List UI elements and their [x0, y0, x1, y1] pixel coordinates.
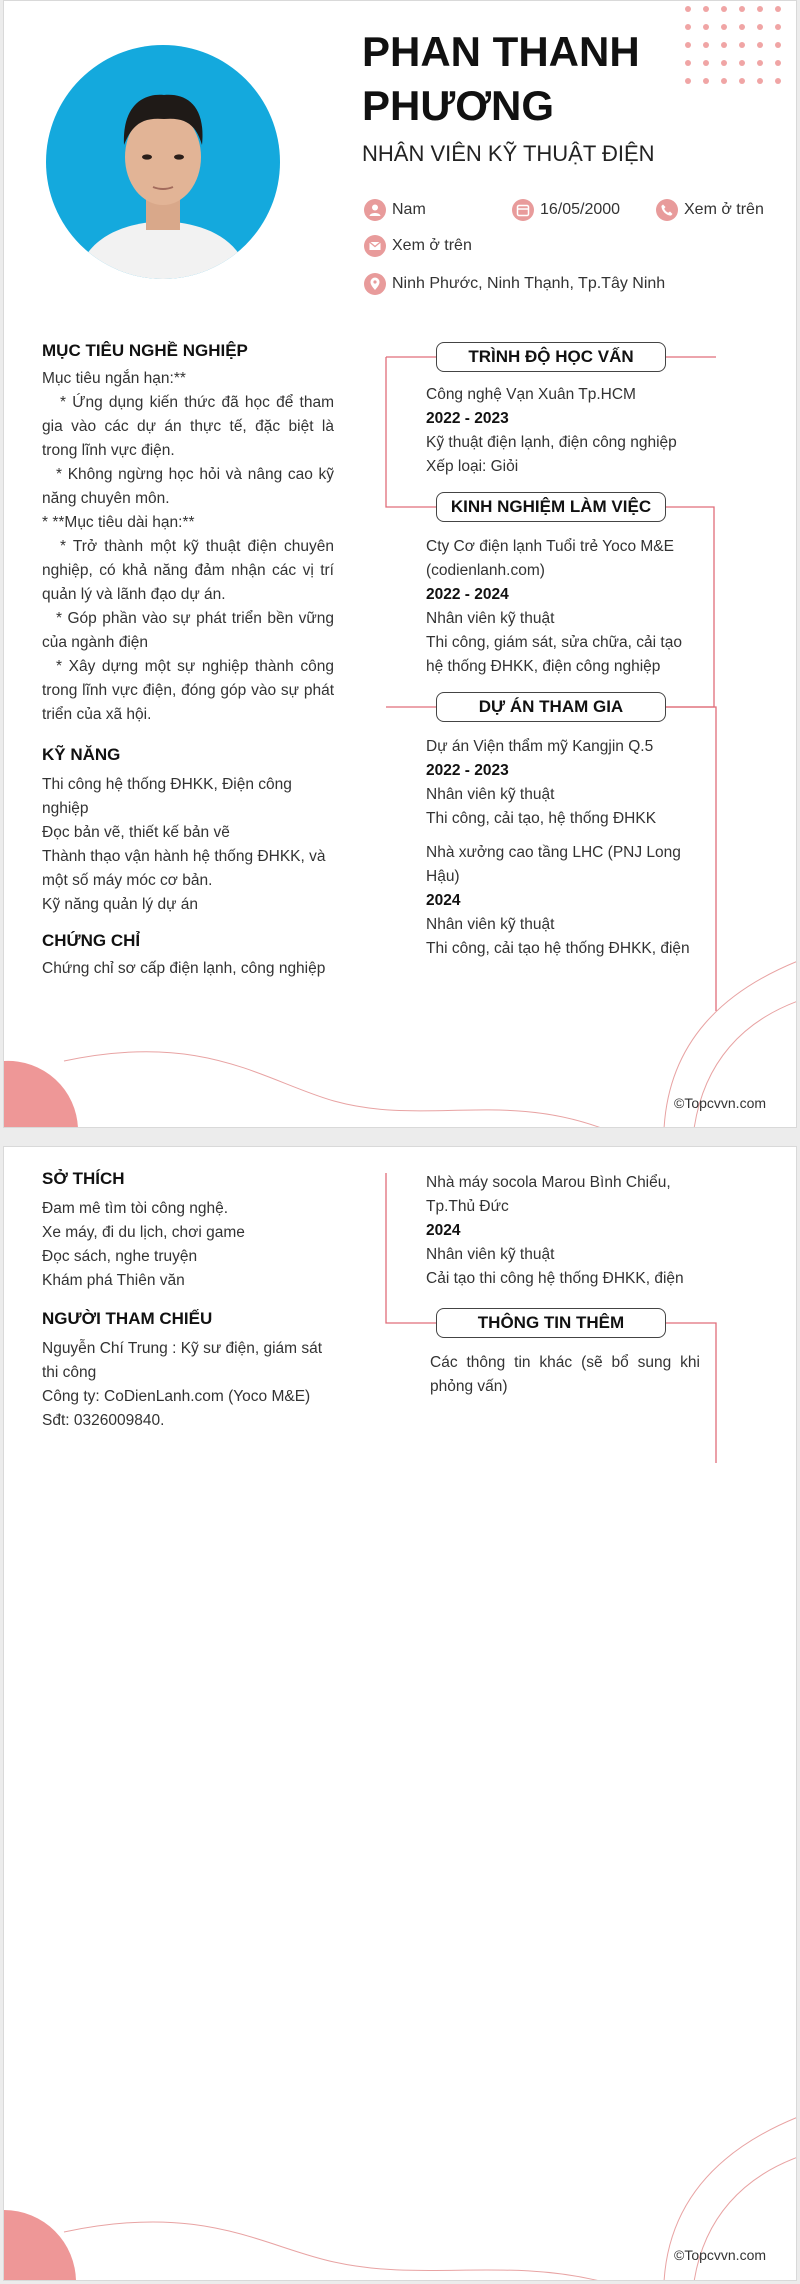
references-heading: NGƯỜI THAM CHIẾU: [42, 1309, 213, 1328]
list-item: Khám phá Thiên văn: [42, 1272, 185, 1289]
projects-heading: DỰ ÁN THAM GIA: [436, 692, 666, 722]
references-block: Nguyễn Chí Trung : Kỹ sư điện, giám sát thi công Công ty: CoDienLanh.com (Yoco M&E) Sđt: 0326009840.: [42, 1340, 323, 1429]
certificates-heading: CHỨNG CHỈ: [42, 931, 141, 950]
list-item: Thành thạo vận hành hệ thống ĐHKK, và một số máy móc cơ bản.: [42, 848, 326, 889]
copyright: ©Topcvvn.com: [674, 1095, 767, 1111]
more-info-heading: THÔNG TIN THÊM: [436, 1308, 666, 1338]
experience-block: Cty Cơ điện lạnh Tuổi trẻ Yoco M&E (codienlanh.com) 2022 - 2024 Nhân viên kỹ thuật Thi công, giám sát, sửa chữa, cải tạo hệ thống ĐHKK, điện công nghiệp: [426, 538, 682, 675]
list-item: Kỹ năng quản lý dự án: [42, 896, 199, 913]
certificates-text: Chứng chỉ sơ cấp điện lạnh, công nghiệp: [42, 960, 326, 977]
left-column: [42, 341, 334, 981]
experience-heading: KINH NGHIỆM LÀM VIỆC: [436, 492, 666, 522]
list-item: Xe máy, đi du lịch, chơi game: [42, 1224, 245, 1241]
decor-dot: [703, 6, 709, 12]
project3-block: Nhà máy socola Marou Bình Chiểu, Tp.Thủ Đức 2024 Nhân viên kỹ thuật Cải tạo thi công hệ thống ĐHKK, điện: [426, 1174, 684, 1287]
education-block: Công nghệ Vạn Xuân Tp.HCM 2022 - 2023 Kỹ thuật điện lạnh, điện công nghiệp Xếp loại: Giỏi: [426, 386, 677, 475]
education-heading: TRÌNH ĐỘ HỌC VẤN: [436, 342, 666, 372]
objective-text: Mục tiêu ngắn hạn:** * Ứng dụng kiến thức đã học để tham gia vào các dự án thực tế, đặc biệt là trong lĩnh vực điện. * Không ngừng học hỏi và nâng cao kỹ năng chuyên môn. * **Mục tiêu dài hạn:** * Trở thành một kỹ thuật điện chuyên nghiệp, có khả năng đảm nhận các vị trí quản lý và lãnh đạo dự án. * Góp phần vào sự phát triển bền vững của ngành điện * Xây dựng một sự nghiệp thành công trong lĩnh vực điện, đóng góp vào sự phát triển của xã hội.: [42, 370, 334, 723]
hobbies-list: [42, 1197, 334, 1293]
resume-page-1: [3, 0, 797, 1128]
email-info: Xem ở trên: [364, 235, 472, 257]
location-pin-icon: [364, 273, 386, 295]
hobbies-heading: SỞ THÍCH: [42, 1169, 125, 1188]
projects-block: Dự án Viện thẩm mỹ Kangjin Q.5 2022 - 2023 Nhân viên kỹ thuật Thi công, cải tạo, hệ thống ĐHKK Nhà xưởng cao tầng LHC (PNJ Long Hậu) 2024 Nhân viên kỹ thuật Thi công, cải tạo hệ thống ĐHKK, điện: [426, 738, 690, 957]
list-item: Đọc sách, nghe truyện: [42, 1248, 198, 1265]
decor-dot: [721, 6, 727, 12]
address-info: Ninh Phước, Ninh Thạnh, Tp.Tây Ninh: [364, 273, 665, 295]
profile-photo: [46, 45, 280, 279]
list-item: Đam mê tìm tòi công nghệ.: [42, 1200, 229, 1217]
list-item: Đọc bản vẽ, thiết kế bản vẽ: [42, 824, 230, 841]
resume-page-2: [3, 1146, 797, 2281]
dob-info: 16/05/2000: [512, 199, 620, 221]
page2-left-column: [42, 1169, 334, 1433]
decor-dot: [739, 6, 745, 12]
calendar-icon: [512, 199, 534, 221]
decor-dot: [775, 6, 781, 12]
phone-icon: [656, 199, 678, 221]
objective-heading: MỤC TIÊU NGHỀ NGHIỆP: [42, 341, 248, 360]
copyright: ©Topcvvn.com: [674, 2247, 767, 2263]
job-title: NHÂN VIÊN KỸ THUẬT ĐIỆN: [362, 141, 655, 166]
gender-info: Nam: [364, 199, 426, 221]
skills-list: [42, 773, 334, 917]
decor-dot: [757, 6, 763, 12]
phone-info: Xem ở trên: [656, 199, 764, 221]
candidate-name: PHAN THANH PHƯƠNG: [362, 28, 640, 129]
decor-dot: [685, 6, 691, 12]
skills-heading: KỸ NĂNG: [42, 745, 121, 764]
more-info-text: Các thông tin khác (sẽ bổ sung khi phỏng vấn): [430, 1354, 700, 1395]
list-item: Thi công hệ thống ĐHKK, Điện công nghiệp: [42, 776, 292, 817]
person-icon: [364, 199, 386, 221]
mail-icon: [364, 235, 386, 257]
